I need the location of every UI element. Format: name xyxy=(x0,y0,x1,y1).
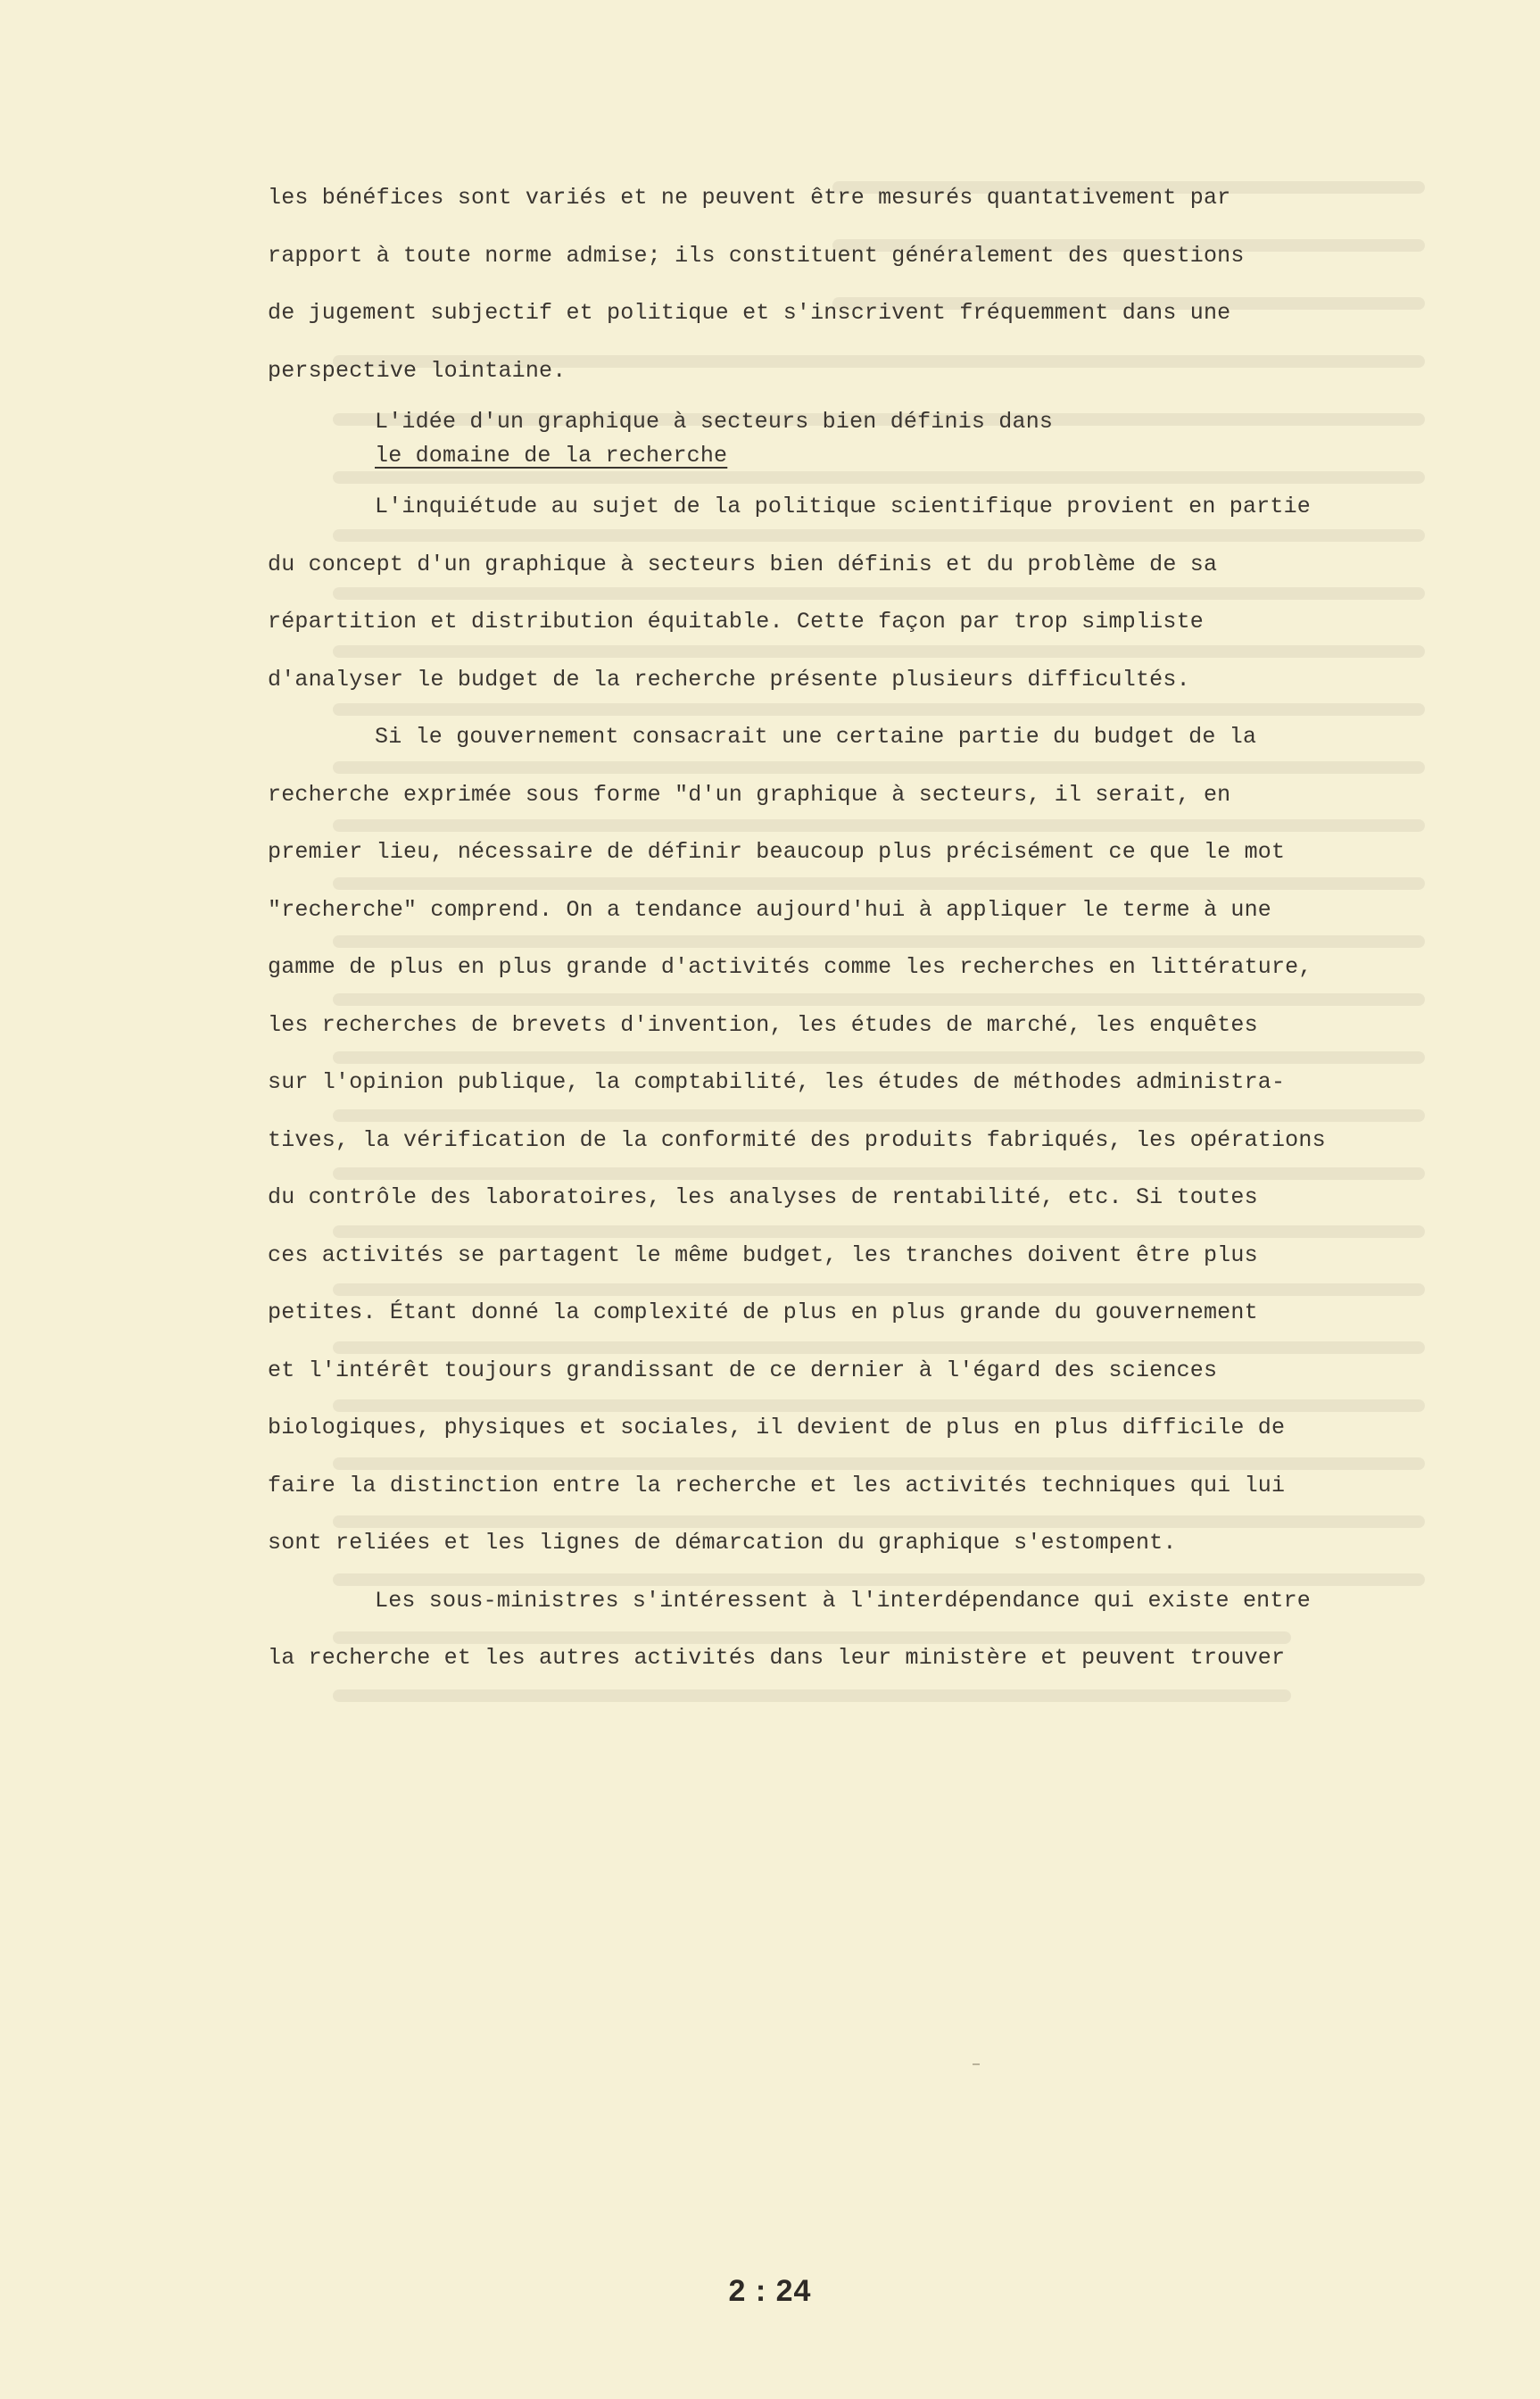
text-line: sont reliées et les lignes de démarcation du graphique s'estompent. xyxy=(268,1530,1177,1556)
text-line: tives, la vérification de la conformité des produits fabriqués, les opérations xyxy=(268,1126,1326,1153)
paragraph-3 xyxy=(268,1573,1374,1688)
page-number: 2 : 24 xyxy=(728,2274,812,2308)
text-line: d'analyser le budget de la recherche présente plusieurs difficultés. xyxy=(268,666,1190,693)
heading-line-2: le domaine de la recherche xyxy=(375,443,728,469)
paper-mark xyxy=(973,2063,980,2065)
text-line: les recherches de brevets d'invention, les études de marché, les enquêtes xyxy=(268,1011,1258,1038)
text-line: perspective lointaine. xyxy=(268,357,567,384)
text-line: du concept d'un graphique à secteurs bien définis et du problème de sa xyxy=(268,551,1218,577)
text-line: les bénéfices sont variés et ne peuvent être mesurés quantativement par xyxy=(268,185,1231,211)
text-line: Si le gouvernement consacrait une certaine partie du budget de la xyxy=(375,724,1257,750)
paragraph-2 xyxy=(268,709,1374,1573)
text-line: faire la distinction entre la recherche et les activités techniques qui lui xyxy=(268,1472,1286,1498)
text-line: gamme de plus en plus grande d'activités comme les recherches en littérature, xyxy=(268,954,1312,980)
paragraph-intro xyxy=(268,170,1374,400)
text-line: du contrôle des laboratoires, les analyses de rentabilité, etc. Si toutes xyxy=(268,1184,1258,1210)
text-line: L'inquiétude au sujet de la politique scientifique provient en partie xyxy=(375,494,1311,519)
text-line: ces activités se partagent le même budget, les tranches doivent être plus xyxy=(268,1241,1258,1268)
heading-line-1: L'idée d'un graphique à secteurs bien définis dans xyxy=(375,409,1054,435)
text-line: biologiques, physiques et sociales, il devient de plus en plus difficile de xyxy=(268,1415,1286,1440)
paragraph-1 xyxy=(268,478,1374,709)
text-line: recherche exprimée sous forme "d'un graphique à secteurs, il serait, en xyxy=(268,781,1231,808)
text-line: "recherche" comprend. On a tendance aujourd'hui à appliquer le terme à une xyxy=(268,896,1271,923)
text-line: premier lieu, nécessaire de définir beaucoup plus précisément ce que le mot xyxy=(268,839,1286,865)
text-line: Les sous-ministres s'intéressent à l'interdépendance qui existe entre xyxy=(375,1587,1311,1614)
text-line: rapport à toute norme admise; ils constituent généralement des questions xyxy=(268,242,1245,269)
text-line: et l'intérêt toujours grandissant de ce dernier à l'égard des sciences xyxy=(268,1357,1218,1383)
text-line: sur l'opinion publique, la comptabilité, les études de méthodes administra- xyxy=(268,1069,1286,1095)
text-line: de jugement subjectif et politique et s'inscrivent fréquemment dans une xyxy=(268,300,1231,326)
text-line: répartition et distribution équitable. Cette façon par trop simpliste xyxy=(268,609,1204,635)
document-text xyxy=(268,170,1374,1688)
text-line: petites. Étant donné la complexité de plus en plus grande du gouvernement xyxy=(268,1299,1258,1325)
text-line: la recherche et les autres activités dans leur ministère et peuvent trouver xyxy=(268,1645,1286,1671)
section-heading xyxy=(268,405,1374,473)
